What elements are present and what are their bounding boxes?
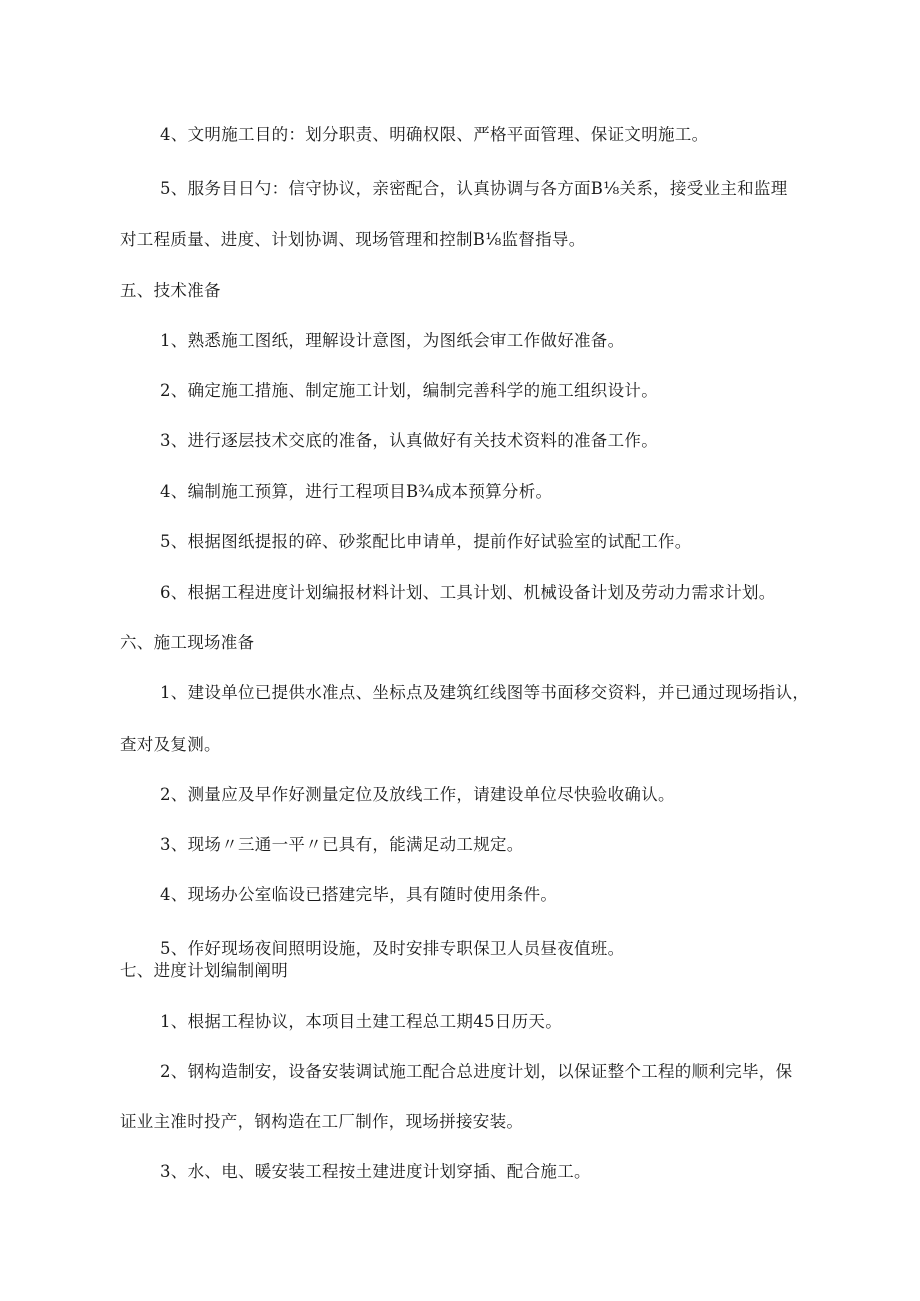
list-item-site-4: 4、现场办公室临设已搭建完毕，具有随时使用条件。 xyxy=(160,885,558,904)
section-heading-technical-preparation: 五、技术准备 xyxy=(120,281,221,300)
list-item-tech-5: 5、根据图纸提报的碎、砂浆配比申请单，提前作好试验室的试配工作。 xyxy=(160,532,692,551)
list-item-tech-3: 3、进行逐层技术交底的准备，认真做好有关技术资料的准备工作。 xyxy=(160,431,658,450)
list-item-schedule-2: 2、钢构造制安，设备安装调试施工配合总进度计划，以保证整个工程的顺利完毕，保 xyxy=(160,1062,793,1081)
list-item-tech-2: 2、确定施工措施、制定施工计划，编制完善科学的施工组织设计。 xyxy=(160,381,658,400)
list-item-schedule-2-cont: 证业主准时投产，钢构造在工厂制作，现场拼接安装。 xyxy=(120,1112,524,1131)
list-item-tech-4: 4、编制施工预算，进行工程项目B¾成本预算分析。 xyxy=(160,482,553,501)
list-item-site-1: 1、建设单位已提供水准点、坐标点及建筑红线图等书面移交资料，并已通过现场指认， xyxy=(160,683,810,702)
list-item-tech-1: 1、熟悉施工图纸，理解设计意图，为图纸会审工作做好准备。 xyxy=(160,331,625,350)
paragraph-service-goal: 5、服务目日勺：信守协议，亲密配合，认真协调与各方面B⅛关系，接受业主和监理 xyxy=(160,179,788,198)
paragraph-service-goal-cont: 对工程质量、进度、计划协调、现场管理和控制B⅛监督指导。 xyxy=(120,230,586,249)
list-item-site-5: 5、作好现场夜间照明设施，及时安排专职保卫人员昼夜值班。 xyxy=(160,939,625,958)
list-item-tech-6: 6、根据工程进度计划编报材料计划、工具计划、机械设备计划及劳动力需求计划。 xyxy=(160,583,776,602)
section-heading-schedule-explanation: 七、进度计划编制阐明 xyxy=(120,961,288,980)
paragraph-civilized-construction-goal: 4、文明施工目的：划分职责、明确权限、严格平面管理、保证文明施工。 xyxy=(160,125,709,144)
list-item-schedule-1: 1、根据工程协议，本项目土建工程总工期45日历天。 xyxy=(160,1012,562,1031)
list-item-site-1-cont: 查对及复测。 xyxy=(120,735,221,754)
list-item-site-2: 2、测量应及早作好测量定位及放线工作，请建设单位尽快验收确认。 xyxy=(160,785,675,804)
list-item-schedule-3: 3、水、电、暖安装工程按土建进度计划穿插、配合施工。 xyxy=(160,1162,591,1181)
section-heading-site-preparation: 六、施工现场准备 xyxy=(120,633,255,652)
list-item-site-3: 3、现场〃三通一平〃已具有，能满足动工规定。 xyxy=(160,835,524,854)
